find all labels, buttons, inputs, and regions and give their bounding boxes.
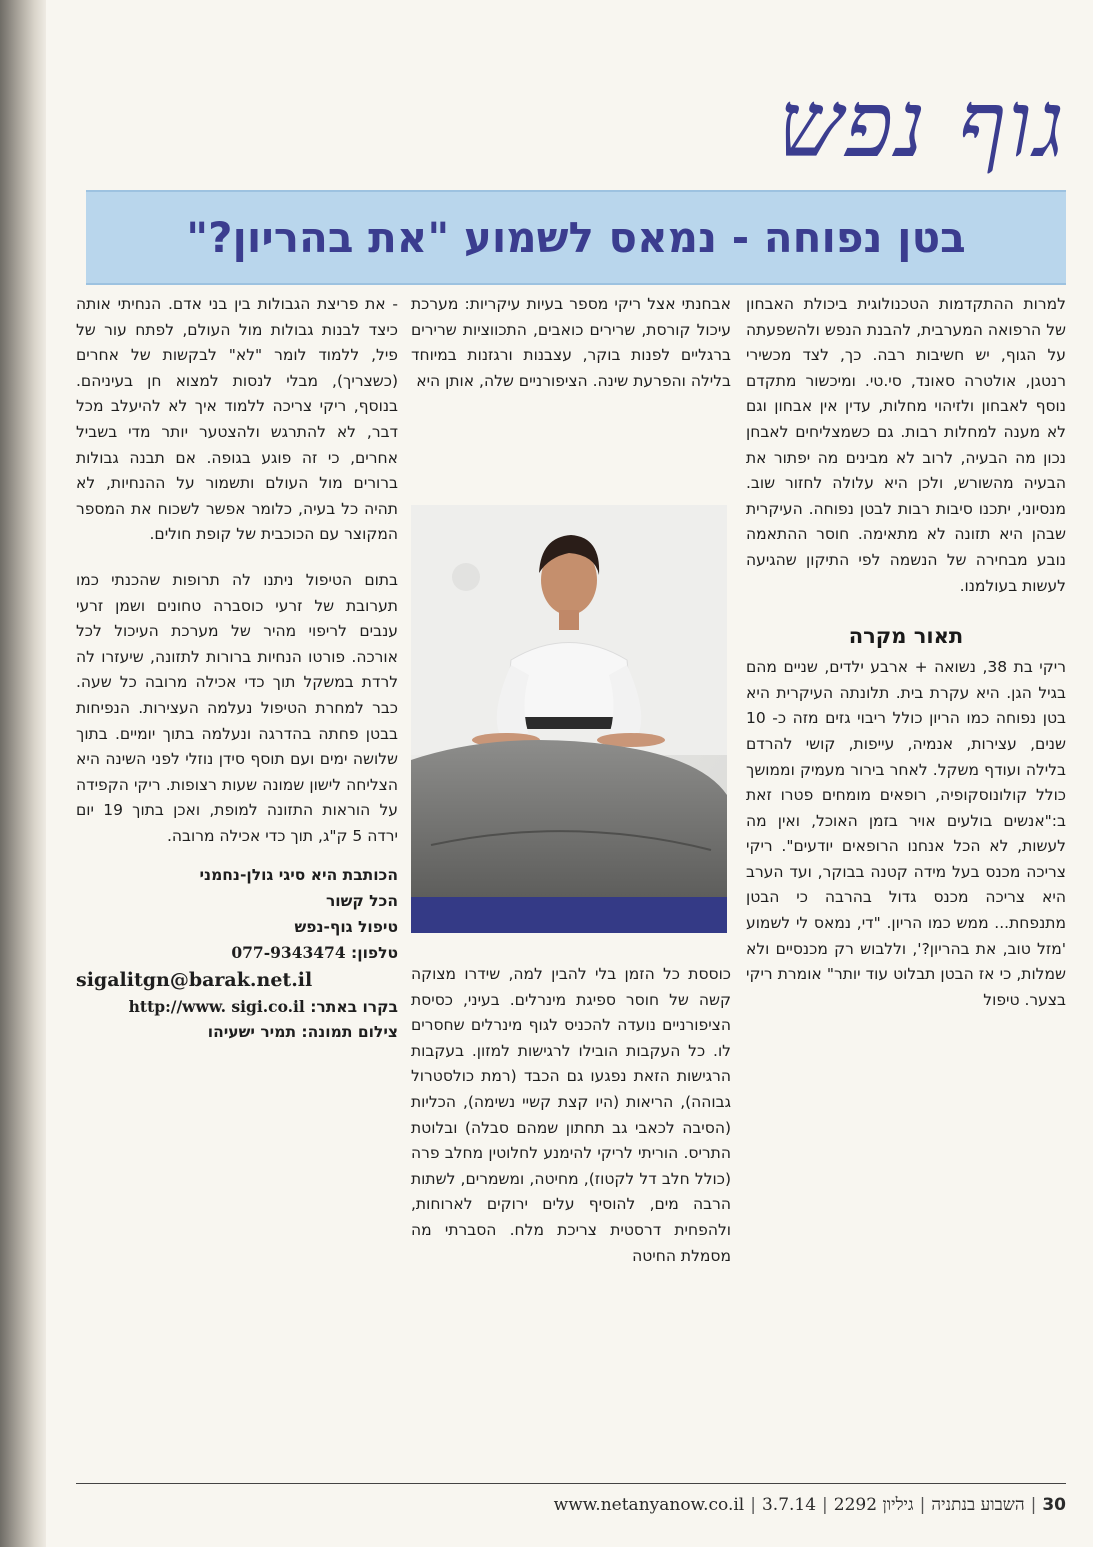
article-photo [411,505,727,933]
meditating-woman-photo [411,505,727,933]
issue-number: גיליון 2292 [833,1495,914,1515]
sensitivity-paragraph: כוססת כל הזמן בלי להבין למה, שידרו מצוקה קשה של חוסר ספיגת מינרלים. בעיני, כסיסת הציפורניים נועדה להכניס לגוף מינרלים שחסרים לו. כל העקבות הובילו לרגישות למזון. בעקבות הרגישות הזאת נפגעו גם הכבד (רמת כולסטרול גבוהה), הריאות (היו קצת קשיי נשימה), הכליות (הסיבה לכאבי גב תחתון שמהם סבלה) ובלוטת התריס. הוריתי לריקי להימנע לחלוטין מחלב פרה (כולל חלב דל לקטוז), מחיטה, ומשמרים, לשתות הרבה מים, להוסיף עלים ירוקים לארוחות, ולהפחית דרסטית צריכת מלח. הסברתי מה מסמלת החיטה [411,965,731,1265]
diagnosis-paragraph: אבחנתי אצל ריקי מספר בעיות עיקריות: מערכת עיכול קורסת, שרירים כואבים, התכווציות שרירים ברגליים לפנות בוקר, עצבנות ורגזנות במיוחד בלילה והפרעת שינה. הציפורניים שלה, אותן היא [411,295,731,390]
clinic-name: הכל קשור [325,892,398,911]
page-footer: 30|השבוע בנתניה|גיליון 2292|3.7.14|www.netanyanow.co.il [553,1495,1066,1515]
section-title: גוף נפש [777,71,1066,178]
phone-line [76,940,398,967]
footer-divider [76,1483,1066,1484]
website-url: www.netanyanow.co.il [553,1495,745,1515]
magazine-page [46,0,1093,1547]
phone-label: טלפון: [351,944,398,963]
treatment-paragraph: בתום הטיפול ניתנו לה תרופות שהכנתי כמו תערובת של זרעי כוסברה טחונים ושמן זרעי ענבים לריפוי מהיר של מערכת העיכול לכל אורכה. פורטו הנחיות ברורות לתזונה, שיעזרו לה לרדת במשקל תוך כדי אכילה מרובה כל שעה. כבר למחרת הטיפול נעלמה העצירות. הנפיחות בבטן פחתה בהדרגה ונעלמה בתוך יומיים. בתוך שלושה ימים ועם תוסף סידן נוזלי לפני השינה היא הצליחה לישון שמונה שעות רצופות. ריקי הקפידה על הוראות התזונה למופת, ואכן בתוך 19 יום ירדה 5 ק"ג, תוך כדי אכילה מרובה. [76,570,398,845]
case-paragraph: ריקי בת 38, נשואה + ארבע ילדים, שניים מהם בגיל הגן. היא עקרת בית. תלונתה העיקרית היא בטן נפוחה כמו הריון כולל ריבוי גזים מזה כ- 10 שנים, עצירות, אנמיה, עייפות, קושי להרדם בלילה ועודף משקל. לאחר בירור מעמיק וממושך כולל קולונוסקופיה, רופאים מומחים פטרו זאת ב:"אנשים בולעים אויר בזמן האוכל, ואין מה לעשות, לא הכל אנחנו הרופאים יודעים". ריקי צריכה מכנס בעל מידה קטנה בבוקר, ועד הערב היא צריכה מכנס גדול בהרבה כי הבטן מתנפחת... ממש כמו הריון. "די, נמאס לי לשמוע 'מזל טוב, את בהריון?', וללבוש רק מכנסיים ולא שמלות, כי אז הבטן תבלוט עוד יותר" אומרת ריקי בצער. טיפול [746,658,1066,1009]
photo-credit: צילום תמונה: תמיר ישעיהו [207,1023,398,1042]
column-left [76,292,398,1467]
site-url: http://www. sigi.co.il [128,996,305,1016]
site-label: בקרו באתר: [310,997,398,1016]
column-middle-top [411,292,731,497]
intro-paragraph: למרות ההתקדמות הטכנולוגית ביכולת האבחון של הרפואה המערבית, להבנת הנפש ולהשפעתה על הגוף, יש חשיבות רבה. כך, לצד מכשירי רנטגן, אולטרה סאונד, סי.טי. ומיכשור מתקדם נוסף לאבחון ולזיהוי מחלות, עדין אין אבחון וגם לא מענה למחלות רבות. גם כשמצליחים לאבחן נכון מה הבעיה, לרוב לא מבינים מה יפתור את הבעיה מהשורש, ולכן היא עלולה לחזור שוב. מנסיוני, יתכנו סיבות רבות לבטן נפוחה. העיקרית שבהן היא תזונה לא מתאימה. חוסר ההתאמה נובע מבחירה של הנשמה לפי התיקון שהגיעה לעשות בעולמנו. [746,295,1066,595]
case-subheading: תאור מקרה [848,624,964,649]
boundaries-paragraph: - את פריצת הגבולות בין בני אדם. הנחיתי אותה כיצד לבנות גבולות מול העולם, לפתח עור של פיל, ללמוד לומר "לא" לבקשות של אחרים (כשצריך), מבלי לנסות למצוא חן בעיניהם. בנוסף, ריקי צריכה ללמוד איך לא להיעלב מכל דבר, לא להתרגש ולהצטער יותר מדי בשביל אחרים, כי זה פוגע בגופה. אם תבנה גבולות ברורים מול העולם ותשמור על ההנחיות, לא תהיה כל בעיה, כלומר אפשר לשכוח את המספר המקוצר עם הכוכבית של קופת חולים. [76,295,398,544]
column-right [746,292,1066,1467]
headline: בטן נפוחה - נמאס לשמוע "את בהריון?" [186,213,966,262]
phone-number: 077-9343474 [231,943,346,963]
site-line [76,994,398,1021]
author-name: הכותבת היא סיגי גולן-נחמני [199,866,398,885]
publication-name: השבוע בנתניה [931,1495,1025,1515]
column-middle-bottom [411,962,731,1467]
email-address: sigalitgn@barak.net.il [76,968,313,991]
headline-banner [86,190,1066,285]
page-number: 30 [1042,1495,1066,1515]
page-spine-shadow [0,0,46,1547]
clinic-specialty: טיפול גוף-נפש [294,917,398,936]
author-box [76,863,398,1046]
issue-date: 3.7.14 [761,1495,817,1515]
